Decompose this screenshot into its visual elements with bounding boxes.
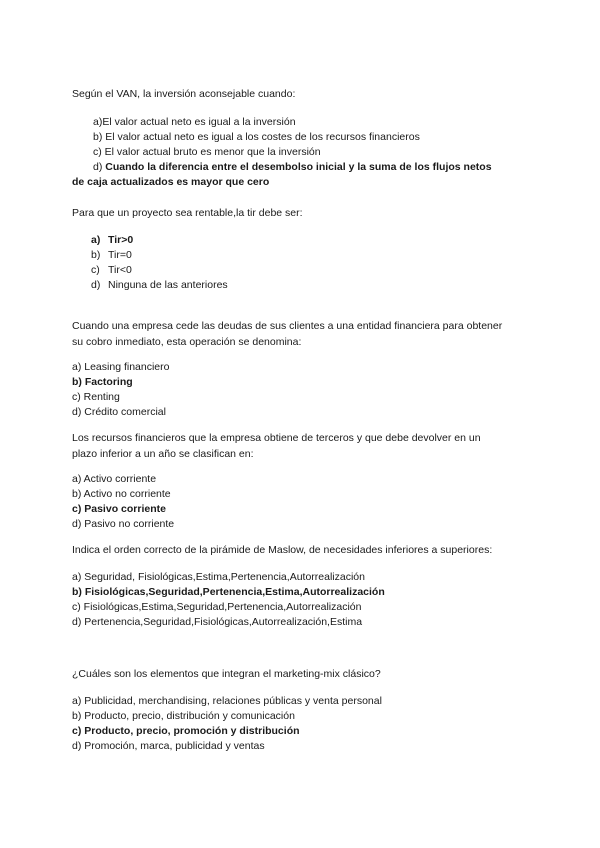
- q2-option-b-label: b): [91, 249, 101, 261]
- q4-option-a: a) Activo corriente: [72, 473, 157, 485]
- question-4-stem-line1: Los recursos financieros que la empresa obtiene de terceros y que debe devolver en un: [72, 432, 481, 444]
- q3-option-d: d) Crédito comercial: [72, 406, 166, 418]
- q2-option-b-text: Tir=0: [108, 249, 132, 261]
- q5-option-d: d) Pertenencia,Seguridad,Fisiológicas,Autorrealización,Estima: [72, 616, 363, 628]
- q2-option-a-text: Tir>0: [108, 234, 134, 246]
- question-3-stem-line2: su cobro inmediato, esta operación se denomina:: [72, 336, 302, 348]
- q5-option-b: b) Fisiológicas,Seguridad,Pertenencia,Estima,Autorrealización: [72, 586, 385, 598]
- q1-answer-line1: Cuando la diferencia entre el desembolso inicial y la suma de los flujos netos: [105, 161, 492, 173]
- q2-option-d-text: Ninguna de las anteriores: [108, 279, 228, 291]
- q1-option-d-prefix: d): [93, 161, 106, 173]
- q6-option-d: d) Promoción, marca, publicidad y ventas: [72, 740, 265, 752]
- q2-option-d-label: d): [91, 279, 101, 291]
- q1-option-c: c) El valor actual bruto es menor que la inversión: [93, 146, 321, 158]
- q3-option-a: a) Leasing financiero: [72, 361, 170, 373]
- q5-option-c: c) Fisiológicas,Estima,Seguridad,Pertenencia,Autorrealización: [72, 601, 362, 613]
- q1-answer-line2: de caja actualizados es mayor que cero: [72, 176, 270, 188]
- q1-option-a: a)El valor actual neto es igual a la inversión: [93, 116, 296, 128]
- question-2-stem: Para que un proyecto sea rentable,la tir debe ser:: [72, 207, 303, 219]
- q1-option-d: [93, 161, 492, 174]
- q2-option-c-label: c): [91, 264, 100, 276]
- question-3-stem-line1: Cuando una empresa cede las deudas de sus clientes a una entidad financiera para obtener: [72, 320, 503, 332]
- q4-option-d: d) Pasivo no corriente: [72, 518, 175, 530]
- q3-option-c: c) Renting: [72, 391, 120, 403]
- q6-option-b: b) Producto, precio, distribución y comunicación: [72, 710, 295, 722]
- q6-option-c: c) Producto, precio, promoción y distribución: [72, 725, 300, 737]
- question-6-stem: ¿Cuáles son los elementos que integran el marketing-mix clásico?: [72, 668, 381, 680]
- question-5-stem: Indica el orden correcto de la pirámide de Maslow, de necesidades inferiores a superiores:: [72, 544, 493, 556]
- q2-option-a-label: a): [91, 234, 101, 246]
- q6-option-a: a) Publicidad, merchandising, relaciones públicas y venta personal: [72, 695, 382, 707]
- q4-option-c: c) Pasivo corriente: [72, 503, 166, 515]
- q2-option-c-text: Tir<0: [108, 264, 132, 276]
- q4-option-b: b) Activo no corriente: [72, 488, 171, 500]
- question-4-stem-line2: plazo inferior a un año se clasifican en:: [72, 448, 254, 460]
- q5-option-a: a) Seguridad, Fisiológicas,Estima,Pertenencia,Autorrealización: [72, 571, 365, 583]
- question-1-stem: Según el VAN, la inversión aconsejable cuando:: [72, 88, 296, 100]
- q3-option-b: b) Factoring: [72, 376, 133, 388]
- q1-option-b: b) El valor actual neto es igual a los costes de los recursos financieros: [93, 131, 420, 143]
